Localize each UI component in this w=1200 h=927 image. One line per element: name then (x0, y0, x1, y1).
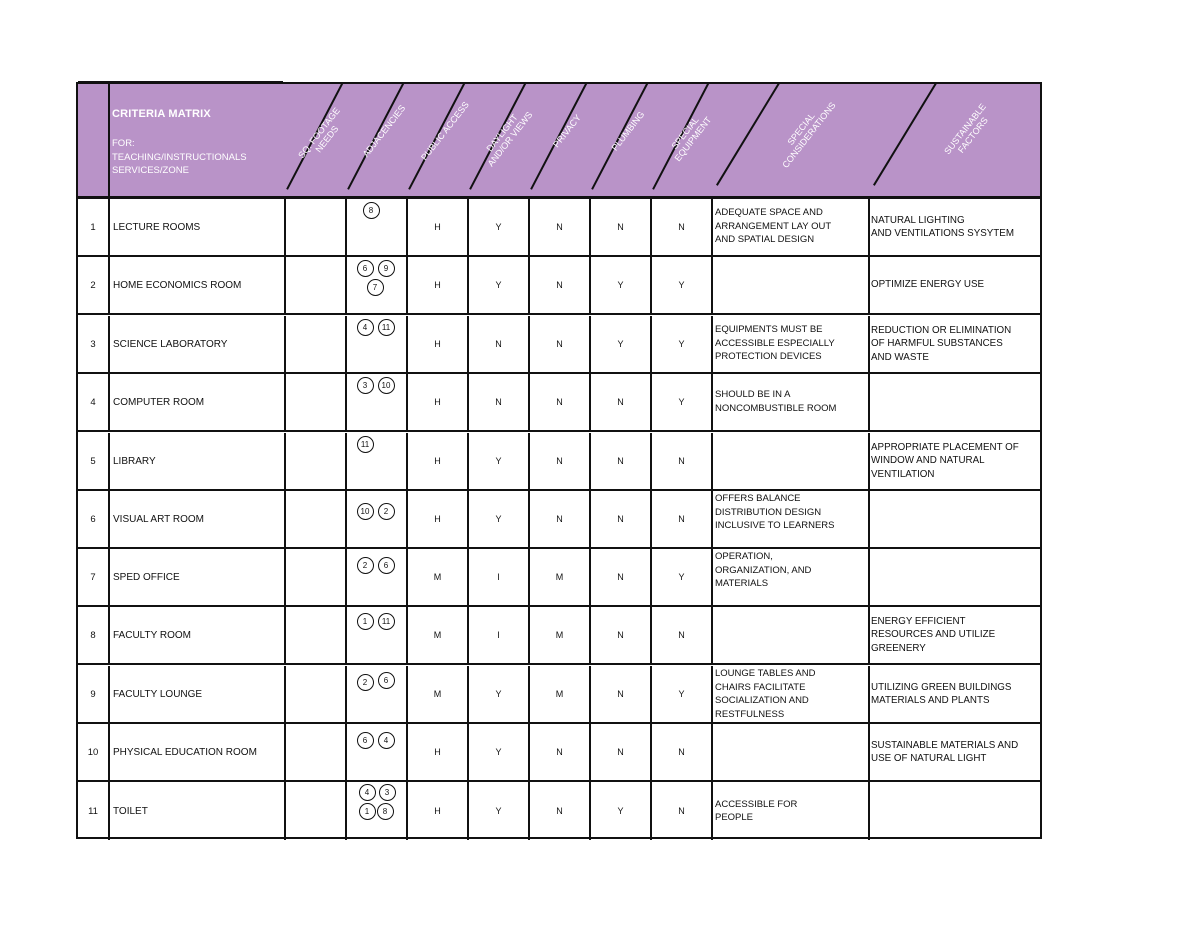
table-row (78, 491, 1040, 549)
daylight-cell: N (467, 374, 528, 430)
special-equipment-cell: Y (650, 316, 711, 372)
adjacency-marker: 4 (359, 784, 376, 801)
space-name: FACULTY ROOM (108, 607, 284, 663)
plumbing-cell: Y (589, 316, 650, 372)
adjacency-circles (352, 724, 402, 776)
privacy-cell: N (528, 316, 589, 372)
sq-footage-cell (284, 199, 345, 255)
plumbing-cell: Y (589, 257, 650, 313)
adjacency-marker: 10 (357, 503, 374, 520)
adjacencies-cell (345, 549, 406, 605)
public-access-cell: H (406, 199, 467, 255)
privacy-cell: N (528, 724, 589, 780)
daylight-cell: Y (467, 257, 528, 313)
adjacency-circles (352, 607, 402, 659)
public-access-cell: M (406, 549, 467, 605)
adjacency-marker: 6 (357, 732, 374, 749)
sustainable-factors-cell: NATURAL LIGHTING AND VENTILATIONS SYSYTEM (868, 199, 1040, 255)
table-row (78, 724, 1040, 782)
adjacency-marker: 8 (377, 803, 394, 820)
adjacency-circles (352, 491, 402, 543)
space-name: SCIENCE LABORATORY (108, 316, 284, 372)
privacy-cell: N (528, 433, 589, 489)
column-heading: SPECIAL EQUIPMENT (668, 114, 713, 164)
adjacency-marker: 4 (357, 319, 374, 336)
adjacency-circles (352, 782, 402, 834)
row-number: 3 (90, 338, 96, 350)
plumbing-cell: Y (589, 782, 650, 840)
row-number: 10 (87, 746, 99, 758)
special-considerations-cell: ADEQUATE SPACE AND ARRANGEMENT LAY OUT AND SPATIAL DESIGN (711, 199, 868, 255)
column-heading: PUBLIC ACCESS (418, 99, 471, 163)
adjacency-marker: 3 (357, 377, 374, 394)
daylight-cell: N (467, 316, 528, 372)
table-row (78, 782, 1040, 840)
matrix-title: CRITERIA MATRIX (112, 108, 211, 120)
privacy-cell: N (528, 199, 589, 255)
adjacency-marker: 11 (378, 319, 395, 336)
sq-footage-cell (284, 607, 345, 663)
adjacency-marker: 1 (357, 613, 374, 630)
special-considerations-cell: OFFERS BALANCE DISTRIBUTION DESIGN INCLUSIVE TO LEARNERS (711, 491, 868, 547)
matrix-header (78, 84, 1040, 199)
plumbing-cell: N (589, 666, 650, 722)
space-name: SPED OFFICE (108, 549, 284, 605)
adjacency-marker: 11 (357, 436, 374, 453)
adjacencies-cell (345, 374, 406, 430)
special-equipment-cell: N (650, 199, 711, 255)
special-considerations-cell (711, 607, 868, 663)
daylight-cell: Y (467, 666, 528, 722)
daylight-cell: Y (467, 433, 528, 489)
row-number: 1 (90, 221, 96, 233)
adjacency-marker: 3 (379, 784, 396, 801)
special-equipment-cell: N (650, 724, 711, 780)
privacy-cell: M (528, 607, 589, 663)
daylight-cell: Y (467, 199, 528, 255)
table-row (78, 666, 1040, 724)
privacy-cell: N (528, 491, 589, 547)
table-row (78, 607, 1040, 665)
row-number: 5 (90, 455, 96, 467)
column-heading: DAYLIGHT AND/OR VIEWS (483, 109, 534, 169)
public-access-cell: H (406, 316, 467, 372)
daylight-cell: I (467, 607, 528, 663)
adjacencies-cell (345, 724, 406, 780)
adjacency-marker: 11 (378, 613, 395, 630)
space-name: HOME ECONOMICS ROOM (108, 257, 284, 313)
plumbing-cell: N (589, 433, 650, 489)
adjacency-circles (352, 433, 402, 485)
column-heading: ADJACENCIES (360, 103, 407, 159)
public-access-cell: H (406, 782, 467, 840)
sustainable-factors-cell (868, 491, 1040, 547)
adjacencies-cell (345, 782, 406, 840)
space-name: PHYSICAL EDUCATION ROOM (108, 724, 284, 780)
special-equipment-cell: N (650, 433, 711, 489)
privacy-cell: N (528, 782, 589, 840)
plumbing-cell: N (589, 549, 650, 605)
table-row (78, 374, 1040, 432)
special-equipment-cell: N (650, 607, 711, 663)
row-number: 2 (90, 279, 96, 291)
space-name: COMPUTER ROOM (108, 374, 284, 430)
column-heading: PRIVACY (550, 112, 583, 150)
space-name: LECTURE ROOMS (108, 199, 284, 255)
adjacency-marker: 1 (359, 803, 376, 820)
row-number: 9 (90, 688, 96, 700)
daylight-cell: Y (467, 782, 528, 840)
daylight-cell: Y (467, 491, 528, 547)
public-access-cell: H (406, 491, 467, 547)
adjacencies-cell (345, 316, 406, 372)
adjacency-marker: 6 (378, 557, 395, 574)
sustainable-factors-cell (868, 782, 1040, 840)
adjacencies-cell (345, 666, 406, 722)
sq-footage-cell (284, 491, 345, 547)
adjacency-circles (352, 666, 402, 718)
sq-footage-cell (284, 666, 345, 722)
adjacency-circles (352, 374, 402, 426)
adjacencies-cell (345, 433, 406, 489)
special-considerations-cell: LOUNGE TABLES AND CHAIRS FACILITATE SOCIALIZATION AND RESTFULNESS (711, 666, 868, 722)
adjacencies-cell (345, 491, 406, 547)
adjacency-marker: 2 (378, 503, 395, 520)
row-number: 11 (88, 805, 98, 817)
header-slant-divider (873, 84, 940, 186)
special-considerations-cell: OPERATION, ORGANIZATION, AND MATERIALS (711, 549, 868, 605)
space-name: TOILET (108, 782, 284, 840)
adjacency-marker: 10 (378, 377, 395, 394)
row-number: 4 (90, 396, 96, 408)
public-access-cell: M (406, 607, 467, 663)
public-access-cell: H (406, 724, 467, 780)
special-considerations-cell (711, 257, 868, 313)
sustainable-factors-cell (868, 374, 1040, 430)
adjacency-circles (352, 199, 402, 251)
row-number: 7 (90, 571, 96, 583)
space-name: FACULTY LOUNGE (108, 666, 284, 722)
special-equipment-cell: N (650, 782, 711, 840)
space-name: LIBRARY (108, 433, 284, 489)
special-equipment-cell: Y (650, 374, 711, 430)
public-access-cell: H (406, 374, 467, 430)
adjacency-marker: 4 (378, 732, 395, 749)
table-row (78, 199, 1040, 257)
adjacency-circles (352, 257, 402, 309)
special-equipment-cell: Y (650, 257, 711, 313)
table-row (78, 549, 1040, 607)
sq-footage-cell (284, 316, 345, 372)
plumbing-cell: N (589, 199, 650, 255)
adjacency-marker: 7 (367, 279, 384, 296)
privacy-cell: M (528, 549, 589, 605)
column-heading: PLUMBING (609, 109, 646, 153)
criteria-matrix-table (76, 82, 1042, 839)
privacy-cell: N (528, 374, 589, 430)
sq-footage-cell (284, 374, 345, 430)
adjacency-marker: 2 (357, 674, 374, 691)
adjacency-circles (352, 316, 402, 368)
sustainable-factors-cell: SUSTAINABLE MATERIALS AND USE OF NATURAL LIGHT (868, 724, 1040, 780)
public-access-cell: M (406, 666, 467, 722)
special-considerations-cell (711, 433, 868, 489)
privacy-cell: N (528, 257, 589, 313)
adjacency-marker: 2 (357, 557, 374, 574)
special-equipment-cell: Y (650, 549, 711, 605)
sq-footage-cell (284, 433, 345, 489)
public-access-cell: H (406, 257, 467, 313)
table-row (78, 433, 1040, 491)
public-access-cell: H (406, 433, 467, 489)
sq-footage-cell (284, 782, 345, 840)
plumbing-cell: N (589, 724, 650, 780)
matrix-subtitle: FOR: TEACHING/INSTRUCTIONALS SERVICES/ZONE (112, 138, 247, 176)
special-considerations-cell: SHOULD BE IN A NONCOMBUSTIBLE ROOM (711, 374, 868, 430)
column-heading: SUSTAINABLE FACTORS (942, 101, 990, 157)
adjacency-marker: 6 (378, 672, 395, 689)
adjacencies-cell (345, 199, 406, 255)
special-considerations-cell: EQUIPMENTS MUST BE ACCESSIBLE ESPECIALLY PROTECTION DEVICES (711, 316, 868, 372)
column-heading: SQ. FOOTAGE NEEDS (295, 105, 342, 161)
sustainable-factors-cell (868, 549, 1040, 605)
adjacencies-cell (345, 607, 406, 663)
column-heading: SPECIAL CONSIDERATIONS (779, 100, 838, 170)
adjacency-marker: 8 (363, 202, 380, 219)
header-slant-divider (716, 84, 783, 186)
header-divider (108, 84, 110, 199)
sustainable-factors-cell: OPTIMIZE ENERGY USE (868, 257, 1040, 313)
adjacency-marker: 9 (378, 260, 395, 277)
plumbing-cell: N (589, 374, 650, 430)
sustainable-factors-cell: ENERGY EFFICIENT RESOURCES AND UTILIZE GREENERY (868, 607, 1040, 663)
daylight-cell: Y (467, 724, 528, 780)
sustainable-factors-cell: APPROPRIATE PLACEMENT OF WINDOW AND NATURAL VENTILATION (868, 433, 1040, 489)
special-considerations-cell (711, 724, 868, 780)
special-considerations-cell: ACCESSIBLE FOR PEOPLE (711, 782, 868, 840)
special-equipment-cell: N (650, 491, 711, 547)
space-name: VISUAL ART ROOM (108, 491, 284, 547)
privacy-cell: M (528, 666, 589, 722)
sq-footage-cell (284, 724, 345, 780)
adjacency-marker: 6 (357, 260, 374, 277)
sq-footage-cell (284, 549, 345, 605)
sq-footage-cell (284, 257, 345, 313)
special-equipment-cell: Y (650, 666, 711, 722)
adjacency-circles (352, 549, 402, 601)
sustainable-factors-cell: REDUCTION OR ELIMINATION OF HARMFUL SUBSTANCES AND WASTE (868, 316, 1040, 372)
row-number: 8 (90, 629, 96, 641)
daylight-cell: I (467, 549, 528, 605)
sustainable-factors-cell: UTILIZING GREEN BUILDINGS MATERIALS AND PLANTS (868, 666, 1040, 722)
adjacencies-cell (345, 257, 406, 313)
table-row (78, 316, 1040, 374)
plumbing-cell: N (589, 491, 650, 547)
table-row (78, 257, 1040, 315)
plumbing-cell: N (589, 607, 650, 663)
row-number: 6 (90, 513, 96, 525)
